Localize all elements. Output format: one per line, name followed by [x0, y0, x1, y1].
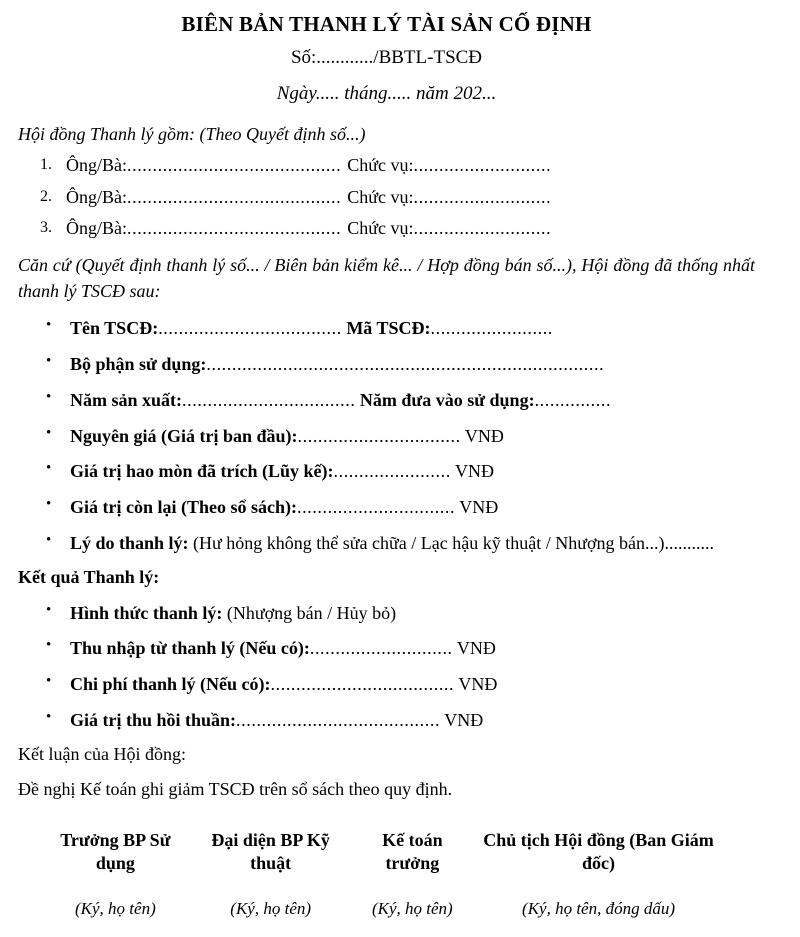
document-number-line: Số:............/BBTL-TSCĐ	[290, 47, 483, 69]
council-member-row	[18, 155, 755, 177]
results-heading: Kết quả Thanh lý:	[18, 566, 160, 587]
result-item	[18, 708, 755, 733]
detail-label: Giá trị còn lại (Theo sổ sách):	[70, 497, 297, 518]
detail-label: Nguyên giá (Giá trị ban đầu):	[70, 425, 298, 446]
bullet-icon: •	[46, 532, 52, 549]
result-label: Giá trị thu hồi thuần:	[70, 709, 237, 730]
bullet-icon: •	[46, 673, 52, 690]
member-role-label: Chức vụ:	[347, 155, 414, 176]
result-item	[18, 601, 755, 626]
result-dots: ............................	[309, 638, 453, 659]
liquidation-reason-item	[18, 531, 755, 556]
bullet-icon: •	[46, 352, 52, 369]
asset-detail-item	[18, 316, 755, 341]
conclusion-label: Kết luận của Hội đồng:	[18, 743, 186, 764]
signature-block	[18, 829, 755, 919]
detail-dots-secondary: ........................	[430, 318, 553, 339]
detail-dots: ...............................	[297, 497, 456, 518]
detail-unit: VNĐ	[460, 425, 504, 446]
detail-label-secondary: Mã TSCĐ:	[346, 318, 431, 339]
detail-dots: ..............................................................................	[206, 353, 605, 374]
asset-detail-item	[18, 459, 755, 484]
member-role-dots: ...........................	[413, 218, 552, 239]
result-unit: VNĐ	[454, 674, 498, 695]
detail-dots: ....................................	[158, 318, 342, 339]
basis-paragraph: Căn cứ (Quyết định thanh lý số... / Biên bản kiểm kê... / Hợp đồng bán số...), Hội đồng đã thống nhất thanh lý TSCĐ sau:	[18, 255, 755, 301]
detail-label: Bộ phận sử dụng:	[70, 353, 207, 374]
signature-column-department-head	[40, 829, 191, 919]
signature-role: Kế toán trưởng	[382, 830, 443, 874]
result-label: Hình thức thanh lý:	[70, 602, 223, 623]
detail-dots: ................................	[297, 425, 461, 446]
page-title: BIÊN BẢN THANH LÝ TÀI SẢN CỐ ĐỊNH	[181, 12, 592, 36]
council-member-list	[18, 155, 755, 240]
result-item	[18, 636, 755, 661]
member-role-label: Chức vụ:	[347, 218, 414, 239]
reason-label: Lý do thanh lý:	[70, 533, 189, 554]
result-dots: ........................................	[236, 709, 441, 730]
bullet-icon: •	[46, 388, 52, 405]
council-intro-line: Hội đồng Thanh lý gồm: (Theo Quyết định số...)	[18, 123, 366, 144]
signature-column-chief-accountant	[351, 829, 474, 919]
list-number: 3.	[40, 219, 52, 237]
member-role-dots: ...........................	[413, 186, 552, 207]
member-name-label: Ông/Bà:	[66, 186, 127, 207]
bullet-icon: •	[46, 496, 52, 513]
detail-dots: .......................	[333, 461, 451, 482]
signature-note: (Ký, họ tên)	[371, 899, 453, 919]
bullet-icon: •	[46, 601, 52, 618]
member-name-dots: ..........................................	[127, 186, 342, 207]
signature-note: (Ký, họ tên, đóng dấu)	[522, 899, 676, 919]
signature-role: Trưởng BP Sử dụng	[60, 830, 171, 874]
list-number: 1.	[40, 156, 52, 174]
detail-label: Năm sản xuất:	[70, 389, 183, 410]
detail-dots: ..................................	[182, 389, 356, 410]
bullet-icon: •	[46, 424, 52, 441]
signature-note: (Ký, họ tên)	[230, 899, 312, 919]
result-text: (Nhượng bán / Hủy bỏ)	[222, 602, 397, 623]
detail-unit: VNĐ	[450, 461, 494, 482]
asset-detail-item	[18, 424, 755, 449]
bullet-icon: •	[46, 317, 52, 334]
asset-detail-item	[18, 495, 755, 520]
member-name-dots: ..........................................	[127, 155, 342, 176]
council-member-row	[18, 218, 755, 240]
signature-column-council-chairman	[474, 829, 723, 919]
accounting-request-line: Đề nghị Kế toán ghi giảm TSCĐ trên sổ sách theo quy định.	[18, 779, 453, 800]
bullet-icon: •	[46, 637, 52, 654]
member-role-dots: ...........................	[413, 155, 552, 176]
result-unit: VNĐ	[440, 709, 484, 730]
result-unit: VNĐ	[452, 638, 496, 659]
document-date-line: Ngày..... tháng..... năm 202...	[276, 82, 497, 104]
list-number: 2.	[40, 187, 52, 205]
council-member-row	[18, 187, 755, 209]
member-role-label: Chức vụ:	[347, 186, 414, 207]
result-label: Chi phí thanh lý (Nếu có):	[70, 674, 271, 695]
detail-label: Giá trị hao mòn đã trích (Lũy kế):	[70, 461, 334, 482]
asset-detail-item	[18, 352, 755, 377]
asset-detail-item	[18, 388, 755, 413]
result-dots: ....................................	[270, 674, 455, 695]
reason-text: (Hư hỏng không thể sửa chữa / Lạc hậu kỹ thuật / Nhượng bán...)...........	[188, 533, 714, 554]
result-label: Thu nhập từ thanh lý (Nếu có):	[70, 638, 310, 659]
detail-label: Tên TSCĐ:	[70, 318, 159, 339]
detail-label-secondary: Năm đưa vào sử dụng:	[359, 389, 535, 410]
detail-dots-secondary: ...............	[534, 389, 612, 410]
member-name-label: Ông/Bà:	[66, 155, 127, 176]
bullet-icon: •	[46, 708, 52, 725]
asset-detail-list	[18, 316, 755, 556]
detail-unit: VNĐ	[455, 497, 499, 518]
signature-role: Đại diện BP Kỹ thuật	[211, 830, 330, 874]
signature-column-technical-rep	[191, 829, 351, 919]
bullet-icon: •	[46, 460, 52, 477]
member-name-dots: ..........................................	[127, 218, 342, 239]
result-item	[18, 672, 755, 697]
signature-note: (Ký, họ tên)	[75, 899, 156, 919]
liquidation-results-list	[18, 601, 755, 733]
member-name-label: Ông/Bà:	[66, 218, 127, 239]
signature-role: Chủ tịch Hội đồng (Ban Giám đốc)	[483, 830, 714, 874]
